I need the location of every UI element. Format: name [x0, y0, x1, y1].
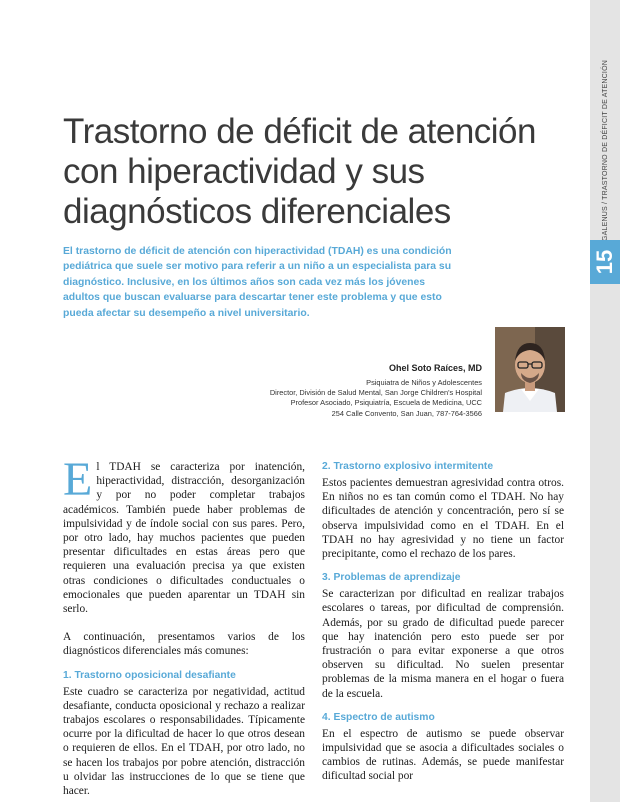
- author-photo: [495, 327, 565, 412]
- section-body: Este cuadro se caracteriza por negatividad, actitud desafiante, conducta oposicional y rechazo a realizar trabajos escolares o responsabilidades. Típicamente ocurre por la dificultad de hacer lo que otros desean o requieren de ellos. En el TDAH, por otro lado, no se hacen los trabajos por pobre atención, distracción u olvidar las instrucciones de lo que se tiene que hacer.: [63, 685, 305, 798]
- author-credential: Director, División de Salud Mental, San Jorge Children's Hospital: [269, 388, 482, 398]
- section-body: Se caracterizan por dificultad en realizar trabajos escolares o tareas, por dificultad de comprensión. Además, por su grado de dificultad puede parecer que hay inatención pero esto puede ser por frustración o para evitar exponerse a que otros observen su dificultad. No suelen presentar problemas de la misma manera en el hogar o fuera de la escuela.: [322, 588, 564, 700]
- section-body: Estos pacientes demuestran agresividad contra otros. En niños no es tan común como el TDAH. No hay dificultades de atención y concentración, pero sí se observa impulsividad como en el TDAH. En el TDAH no hay agresividad y no tiene un factor precipitante, como el rechazo de los pares.: [322, 477, 564, 561]
- author-block: [240, 363, 482, 419]
- drop-cap: E: [63, 453, 93, 506]
- section-heading: 3. Problemas de aprendizaje: [322, 572, 461, 584]
- lead-paragraph: El trastorno de déficit de atención con hiperactividad (TDAH) es una condición pediátrica que suele ser motivo para referir a un niño a un especialista para su diagnóstico. Inclusive, en los últimos años son cada vez más los jóvenes adultos que buscan evaluarse para descartar tener este problema y que esto pueda afectar su desempeño a nivel universitario.: [63, 246, 452, 319]
- section-heading: 4. Espectro de autismo: [322, 711, 435, 723]
- column-left: [63, 453, 305, 798]
- author-portrait-image: [495, 327, 565, 412]
- author-address: 254 Calle Convento, San Juan, 787-764-3566: [331, 408, 482, 418]
- transition-paragraph: A continuación, presentamos varios de los diagnósticos diferenciales más comunes:: [63, 631, 305, 658]
- article-title: Trastorno de déficit de atención con hiperactividad y sus diagnósticos diferenciales: [63, 112, 536, 231]
- section-heading: 1. Trastorno oposicional desafiante: [63, 669, 236, 681]
- section-body: En el espectro de autismo se puede observar impulsividad que se asocia a dificultades sociales o cambios de rutinas. Además, se puede manifestar dificultad social por: [322, 727, 564, 783]
- section-heading: 2. Trastorno explosivo intermitente: [322, 461, 494, 472]
- column-right: [322, 460, 564, 784]
- author-credential: Psiquiatra de Niños y Adolescentes: [366, 378, 482, 387]
- author-credential: Profesor Asociado, Psiquiatría, Escuela de Medicina, UCC: [290, 398, 482, 408]
- intro-paragraph: [63, 453, 305, 616]
- intro-text: l TDAH se caracteriza por inatención, hiperactividad, distracción, desorganización y por no poder completar trabajos académicos. También puede haber problemas de impulsividad y de índole social con sus pares. Pero, por otro lado, hay muchos pacientes que pueden presentar dificultades en estas áreas pero que requieren una evaluación precisa ya que existen otras condiciones o dificultades conductuales o emocionales que pueden aparentar un TDAH sin serlo.: [63, 461, 305, 616]
- running-head: GALENUS / TRASTORNO DE DÉFICIT DE ATENCIÓN: [601, 59, 609, 241]
- author-name: Ohel Soto Raíces, MD: [388, 363, 482, 373]
- page-number: 15: [591, 249, 617, 275]
